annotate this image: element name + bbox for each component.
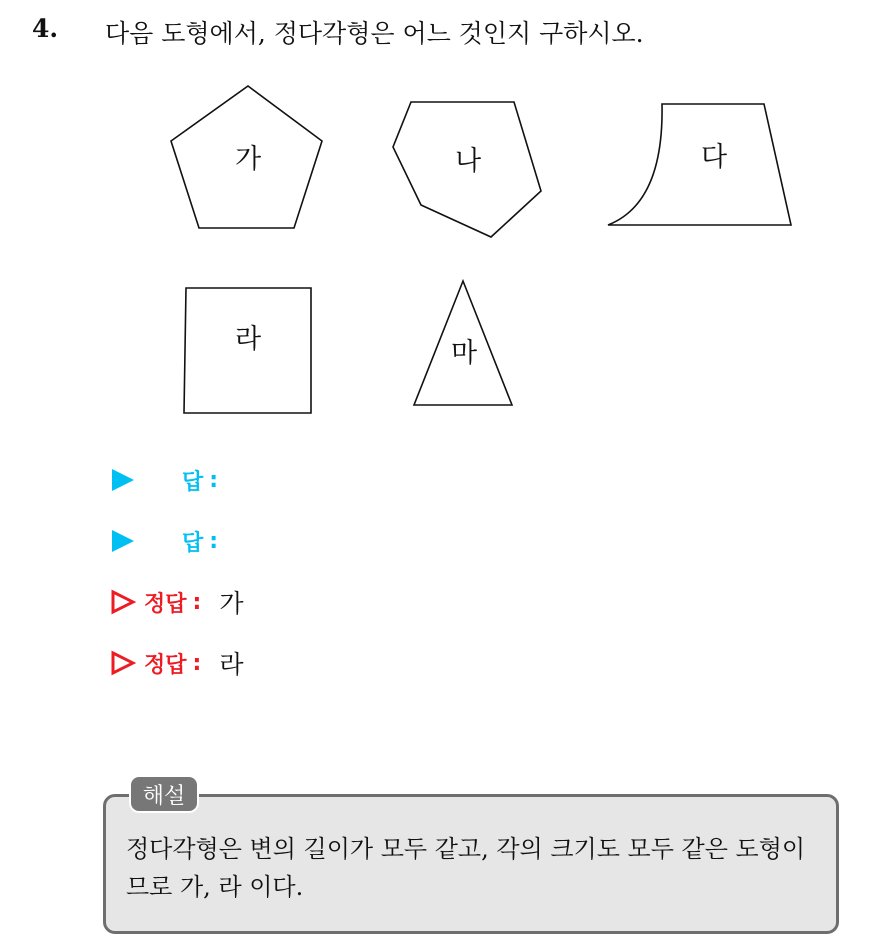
correct-answer-row-1 — [110, 587, 243, 617]
shape-label-na: 나 — [455, 146, 482, 177]
shape-pentagon — [171, 86, 322, 228]
question-text: 다음 도형에서, 정다각형은 어느 것인지 구하시오. — [105, 19, 644, 48]
answer-colon: : — [209, 528, 219, 554]
answer-label: 답 — [182, 530, 204, 556]
answer-label: 답 — [182, 469, 204, 495]
shape-label-ma: 마 — [451, 338, 478, 369]
answer-row-1 — [110, 465, 218, 495]
shape-label-da: 다 — [701, 142, 728, 173]
shape-triangle — [414, 281, 512, 405]
shape-label-ga: 가 — [235, 144, 262, 175]
correct-value: 라 — [219, 650, 244, 679]
correct-value: 가 — [219, 589, 244, 618]
filled-triangle-icon — [110, 528, 136, 554]
explanation-text: 정다각형은 변의 길이가 모두 같고, 각의 크기도 모두 같은 도형이므로 가, 라 이다. — [126, 835, 806, 901]
correct-colon: : — [192, 589, 202, 615]
shape-label-ra: 라 — [235, 324, 262, 355]
outline-triangle-icon — [110, 650, 136, 676]
correct-label: 정답 — [144, 591, 187, 617]
correct-colon: : — [192, 650, 202, 676]
shapes-figure — [0, 0, 884, 440]
filled-triangle-icon — [110, 467, 136, 493]
outline-triangle-icon — [110, 589, 136, 615]
answer-row-2 — [110, 526, 218, 556]
correct-label: 정답 — [144, 652, 187, 678]
shape-curved-quadrilateral — [608, 104, 791, 225]
explanation-tab: 해설 — [129, 775, 199, 813]
correct-answer-row-2 — [110, 648, 243, 678]
answer-colon: : — [209, 467, 219, 493]
shape-hexagon — [393, 102, 541, 237]
shape-square — [184, 288, 311, 413]
question-number: 4. — [32, 14, 59, 43]
